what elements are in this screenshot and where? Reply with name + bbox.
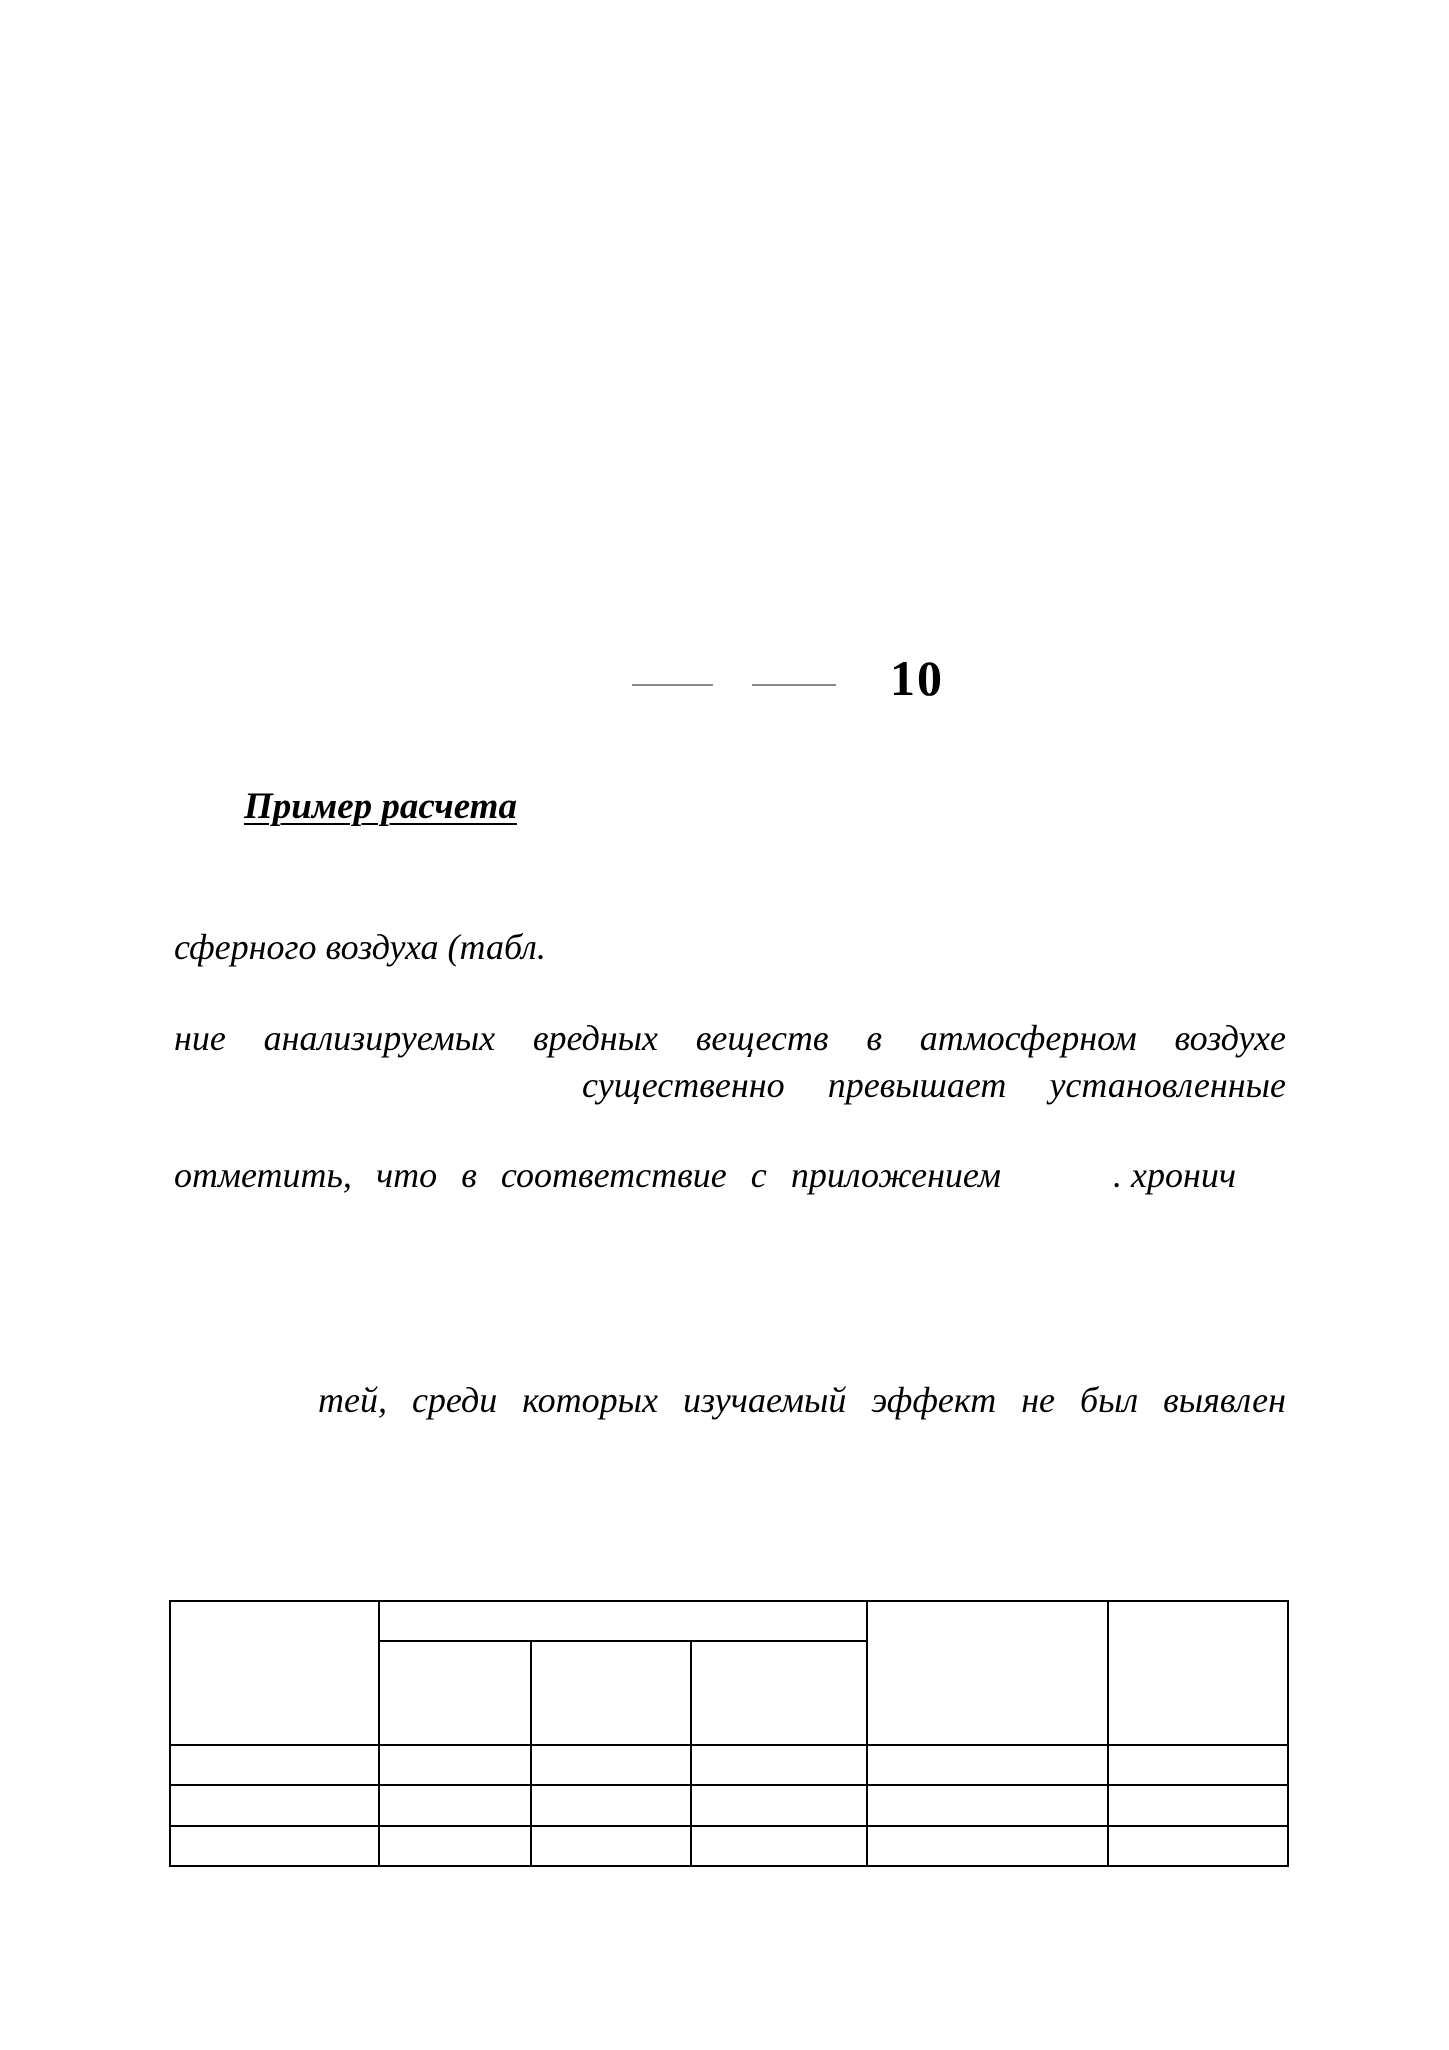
word: существенно: [582, 1065, 785, 1105]
word: был: [1080, 1380, 1139, 1420]
word: установленные: [1049, 1065, 1286, 1105]
section-heading: Пример расчета: [244, 786, 517, 827]
word: вредных: [532, 1018, 659, 1058]
word: ние: [174, 1018, 226, 1058]
word: среди: [411, 1380, 498, 1420]
paragraph-line-1: сферного воздуха (табл.: [174, 927, 546, 967]
word: в: [461, 1155, 477, 1195]
word: анализируемых: [263, 1018, 496, 1058]
word: что: [375, 1155, 438, 1195]
word: приложением: [790, 1155, 1001, 1195]
page-number: 10: [890, 650, 944, 706]
word: не: [1021, 1380, 1056, 1420]
word: соответствие: [500, 1155, 727, 1195]
word: атмосферном: [919, 1018, 1137, 1058]
word: эффект: [871, 1380, 997, 1420]
paragraph-line-4-tail: . хронич: [1113, 1155, 1237, 1195]
word: воздухе: [1174, 1018, 1286, 1058]
word: с: [750, 1155, 767, 1195]
word: превышает: [827, 1065, 1007, 1105]
word: которых: [522, 1380, 659, 1420]
word: изучаемый: [683, 1380, 847, 1420]
word: веществ: [695, 1018, 829, 1058]
word: выявлен: [1163, 1380, 1286, 1420]
word: отметить,: [174, 1155, 352, 1195]
word: в: [866, 1018, 882, 1058]
word: тей,: [318, 1380, 387, 1420]
